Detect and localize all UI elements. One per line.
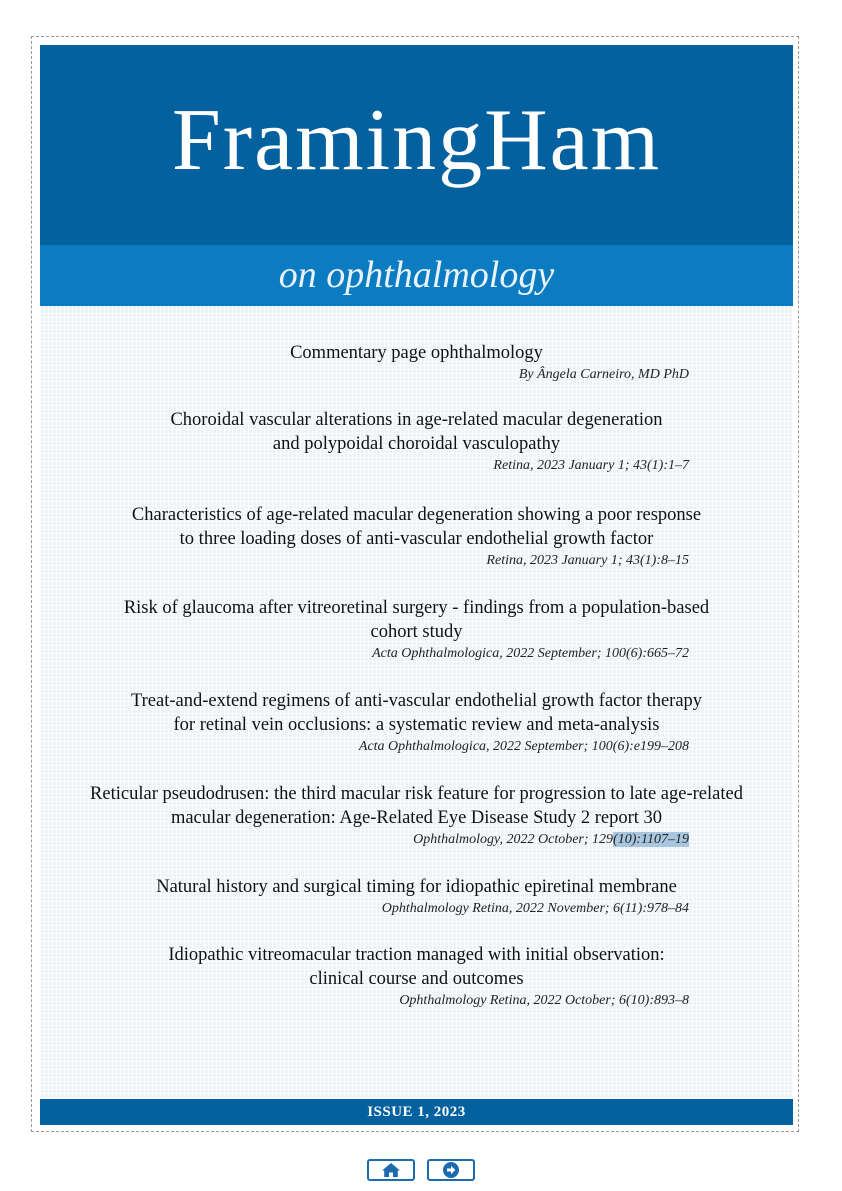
article-citation: Ophthalmology Retina, 2022 November; 6(11):978–84 [381,901,689,916]
page-navigation [0,1159,842,1185]
article-title-line: cohort study [370,622,463,642]
article-citation: Acta Ophthalmologica, 2022 September; 100(6):665–72 [372,646,689,661]
arrow-right-circle-icon [442,1161,460,1179]
masthead [40,45,793,245]
article-item[interactable] [40,503,793,571]
article-title-line: to three loading doses of anti-vascular endothelial growth factor [179,529,654,549]
article-list [40,341,793,1011]
article-title-line: Characteristics of age-related macular degeneration showing a poor response [131,505,702,525]
article-title-line: Idiopathic vitreomacular traction managed with initial observation: [168,945,665,965]
article-citation: Retina, 2023 January 1; 43(1):1–7 [493,458,689,473]
article-item[interactable] [40,596,793,664]
article-title-line: clinical course and outcomes [309,969,524,989]
article-citation: By Ângela Carneiro, MD PhD [518,367,689,382]
article-title-line: Reticular pseudodrusen: the third macular risk feature for progression to late age-related [90,784,743,804]
article-item[interactable] [40,341,793,385]
selected-text-highlight[interactable]: (10):1107–19 [613,832,689,847]
article-title [40,782,793,830]
newsletter-page [40,45,793,1125]
article-title [40,689,793,737]
article-citation: Ophthalmology Retina, 2022 October; 6(10):893–8 [399,993,689,1008]
article-title-line: and polypoidal choroidal vasculopathy [272,434,561,454]
article-title-line: Natural history and surgical timing for idiopathic epiretinal membrane [156,877,677,897]
home-button[interactable] [367,1159,415,1181]
article-title-line: Risk of glaucoma after vitreoretinal surgery - findings from a population-based [123,598,710,618]
article-citation [40,830,793,850]
article-title-line: for retinal vein occlusions: a systematic review and meta-analysis [173,715,660,735]
masthead-subtitle: on ophthalmology [278,254,555,296]
page-frame [31,36,799,1132]
subtitle-band [40,245,793,306]
article-title-line: Treat-and-extend regimens of anti-vascular endothelial growth factor therapy [130,691,703,711]
article-title [40,943,793,991]
article-item[interactable] [40,689,793,757]
article-title [40,875,793,899]
article-citation: Retina, 2023 January 1; 43(1):8–15 [486,553,689,568]
issue-footer [40,1099,793,1125]
article-title [40,503,793,551]
article-title [40,408,793,456]
article-title-line: Commentary page ophthalmology [290,343,543,363]
article-item[interactable] [40,943,793,1011]
masthead-title: FramingHam [171,92,662,189]
issue-label: ISSUE 1, 2023 [367,1104,466,1120]
article-title [40,596,793,644]
article-item[interactable] [40,875,793,919]
article-citation-text: Ophthalmology, 2022 October; 129 [413,832,614,847]
home-icon [381,1162,401,1178]
article-title-line: macular degeneration: Age-Related Eye Disease Study 2 report 30 [170,808,663,828]
article-item[interactable] [40,408,793,476]
article-title-line: Choroidal vascular alterations in age-related macular degeneration [170,410,663,430]
next-page-button[interactable] [427,1159,475,1181]
article-item[interactable] [40,782,793,850]
article-title [40,341,793,365]
article-citation: Acta Ophthalmologica, 2022 September; 100(6):e199–208 [358,739,689,754]
